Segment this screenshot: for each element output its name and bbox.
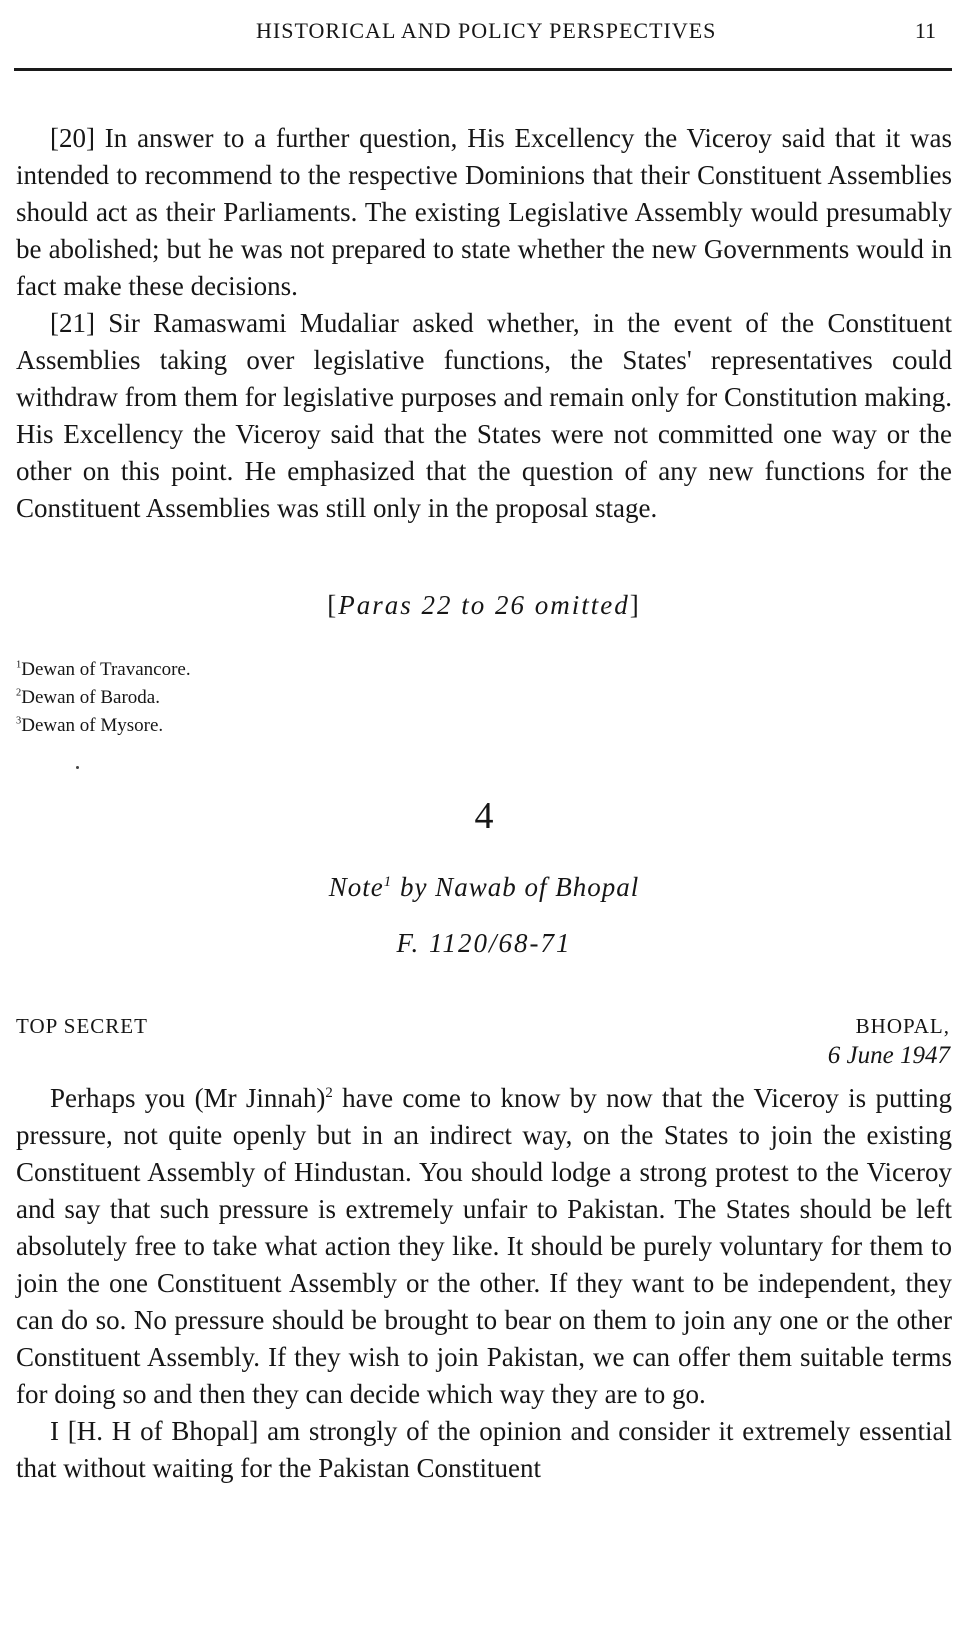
running-title: HISTORICAL AND POLICY PERSPECTIVES <box>256 18 717 43</box>
document-title-note: Note <box>328 872 384 902</box>
letter-paragraph-2: I [H. H of Bhopal] am strongly of the opinion and consider it extremely essential that without waiting for the Pakistan Constituent <box>16 1416 952 1483</box>
letter-footnote-marker: 2 <box>325 1085 333 1101</box>
footnote-marker: 1 <box>16 659 22 671</box>
document-title <box>0 872 968 903</box>
print-speck <box>76 766 79 769</box>
file-reference: F. 1120/68-71 <box>396 928 572 958</box>
footnote-text: Dewan of Mysore. <box>21 715 164 736</box>
place-line: BHOPAL, <box>855 1014 950 1038</box>
footnote <box>16 712 191 740</box>
letter-paragraph-1-rest: have come to know by now that the Viceroy is putting pressure, not quite openly but in an indirect way, on the States to join the existing Constituent Assembly of Hindustan. You should lodge a strong protest to the Viceroy and say that such pressure is extremely unfair to Pakistan. The States should be left absolutely free to take what action they like. It should be purely voluntary for them to join the one Constituent Assembly or the other. If they want to be independent, they can do so. No pressure should be brought to bear on them to join any one or the other Constituent Assembly. If they wish to join Pakistan, we can offer them suitable terms for doing so and then they can decide which way they are to go. <box>16 1083 952 1409</box>
letter-paragraph-1 <box>16 1080 952 1413</box>
classification-label: TOP SECRET <box>16 1014 148 1038</box>
footnote-text: Dewan of Baroda. <box>21 687 160 708</box>
footnote <box>16 684 191 712</box>
date-line: 6 June 1947 <box>827 1042 950 1069</box>
header-rule <box>14 68 952 71</box>
footnote-marker: 3 <box>16 715 22 727</box>
footnote <box>16 656 191 684</box>
paragraph-20: [20] In answer to a further question, His Excellency the Viceroy said that it was intended to recommend to the respective Dominions that their Constituent Assemblies should act as their Parliaments. The existing Legislative Assembly would presumably be abolished; but he was not prepared to state whether the new Governments would in fact make these decisions. <box>16 123 952 301</box>
proceedings-text <box>16 120 952 527</box>
omitted-paras-text: Paras 22 to 26 omitted <box>338 590 630 620</box>
footnote-marker: 2 <box>16 687 22 699</box>
omitted-close-bracket: ] <box>629 590 641 620</box>
footnote-text: Dewan of Travancore. <box>21 659 191 680</box>
letter-text <box>16 1080 952 1487</box>
running-head <box>0 18 968 48</box>
page-number: 11 <box>914 18 936 43</box>
letter-paragraph-1-start: Perhaps you (Mr Jinnah) <box>50 1083 326 1113</box>
omitted-paras-note <box>0 590 968 621</box>
document-number: 4 <box>474 795 494 837</box>
document-title-rest: by Nawab of Bhopal <box>392 872 640 902</box>
paragraph-21: [21] Sir Ramaswami Mudaliar asked whether, in the event of the Constituent Assemblies taking over legislative functions, the States' representatives could withdraw from them for legislative purposes and remain only for Constitution making. His Excellency the Viceroy said that the States were not committed one way or the other on this point. He emphasized that the question of any new functions for the Constituent Assemblies was still only in the proposal stage. <box>16 308 952 523</box>
omitted-open-bracket: [ <box>327 590 339 620</box>
document-title-marker: 1 <box>383 874 393 890</box>
footnotes <box>16 656 191 740</box>
